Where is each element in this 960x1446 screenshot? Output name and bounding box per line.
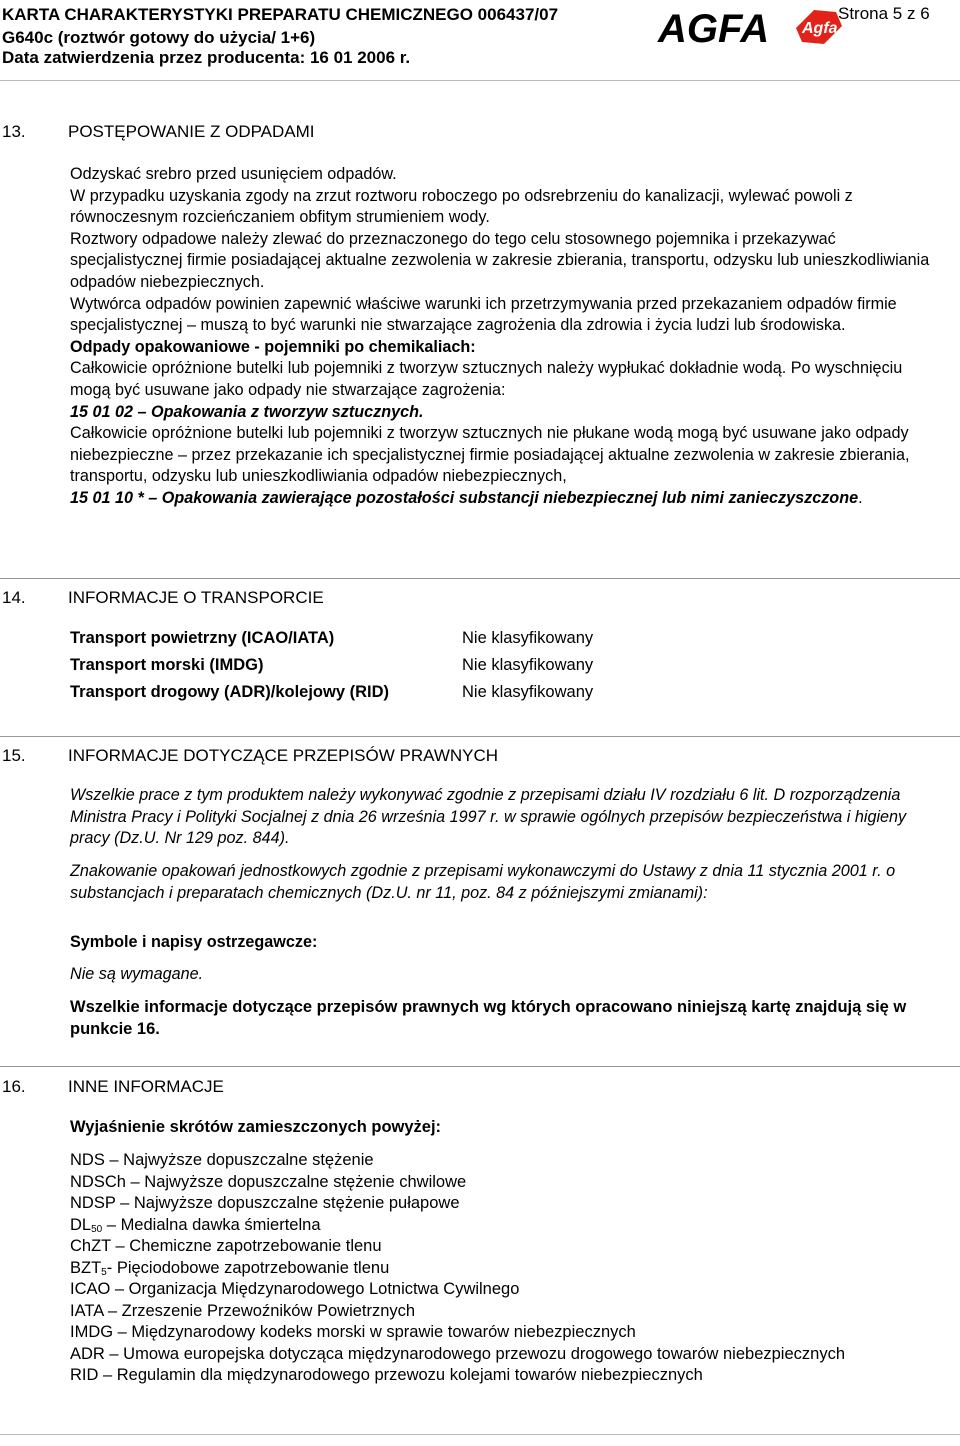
waste-code: 15 01 02 – Opakowania z tworzyw sztucznych. (70, 402, 424, 421)
paragraph: Roztwory odpadowe należy zlewać do przeznaczonego do tego celu stosownego pojemnika i przekazywać specjalistycznej firmie posiadającej aktualne zezwolenia w zakresie zbierania, transportu, odzysku lub unieszkodliwiania odpadów niebezpiecznych. (70, 229, 930, 291)
list-item: NDSCh – Najwyższe dopuszczalne stężenie chwilowe (70, 1172, 467, 1191)
transport-classification: Nie klasyfikowany (462, 629, 594, 647)
transport-mode: Transport powietrzny (ICAO/IATA) (70, 629, 335, 647)
regulation-summary: Wszelkie informacje dotyczące przepisów prawnych wg których opracowano niniejszą kartę znajdują się w punkcie 16. (70, 998, 907, 1038)
footer-divider (0, 1434, 960, 1435)
paragraph: Całkowicie opróżnione butelki lub pojemniki z tworzyw sztucznych należy wypłukać dokładnie wodą. Po wyschnięciu mogą być usuwane jako odpady nie stwarzające zagrożenia: (70, 359, 903, 399)
section-number: 13. (2, 122, 26, 141)
section-16-heading (2, 1077, 224, 1097)
abbreviations-heading: Wyjaśnienie skrótów zamieszczonych powyżej: (70, 1118, 442, 1136)
list-item: NDS – Najwyższe dopuszczalne stężenie (70, 1151, 374, 1169)
section-13-heading (2, 122, 315, 142)
waste-code: 15 01 10 * – Opakowania zawierające pozostałości substancji niebezpiecznej lub nimi zanieczyszczone (70, 488, 859, 507)
product-name: G640c (roztwór gotowy do użycia/ 1+6) (2, 28, 316, 47)
section-15-heading (2, 746, 498, 766)
abbr-definition: – Medialna dawka śmiertelna (102, 1215, 321, 1234)
list-item: RID – Regulamin dla międzynarodowego przewozu kolejami towarów niebezpiecznych (70, 1366, 703, 1384)
abbr-term: DL (70, 1215, 92, 1234)
section-divider (0, 1066, 960, 1067)
paragraph: Wytwórca odpadów powinien zapewnić właściwe warunki ich przetrzymywania przed przekazaniem odpadów firmie specjalistycznej – muszą to być warunki nie stwarzające zagrożenia dla zdrowia i życia ludzi lub środowiska. (70, 294, 897, 335)
section-number: 14. (2, 588, 26, 607)
abbr-term: BZT (70, 1258, 102, 1277)
list-item: ADR – Umowa europejska dotycząca międzynarodowego przewozu drogowego towarów niebezpiecznych (70, 1344, 845, 1363)
section-title: POSTĘPOWANIE Z ODPADAMI (68, 122, 315, 141)
page-header (0, 0, 960, 80)
list-item: ICAO – Organizacja Międzynarodowego Lotnictwa Cywilnego (70, 1280, 520, 1298)
waste-code-paragraph (70, 488, 942, 510)
agfa-logo (656, 4, 846, 48)
logo-wordmark: AGFA (658, 7, 770, 48)
abbreviations-list (70, 1150, 930, 1387)
section-title: INNE INFORMACJE (68, 1077, 224, 1096)
page-number: Strona 5 z 6 (838, 4, 930, 23)
section-title: INFORMACJE O TRANSPORCIE (68, 588, 324, 607)
regulation-paragraph: Wszelkie prace z tym produktem należy wykonywać zgodnie z przepisami działu IV rozdziału 6 lit. D rozporządzenia Ministra Pracy i Polityki Socjalnej z dnia 26 września 1997 r. w sprawie ogólnych przepisów bezpieczeństwa i higieny pracy (Dz.U. Nr 129 poz. 844). (70, 786, 907, 848)
transport-classification: Nie klasyfikowany (462, 656, 594, 674)
warning-symbols-value: Nie są wymagane. (70, 965, 204, 983)
list-item: NDSP – Najwyższe dopuszczalne stężenie pułapowe (70, 1194, 460, 1212)
list-item: ChZT – Chemiczne zapotrzebowanie tlenu (70, 1237, 382, 1255)
document-title: KARTA CHARAKTERYSTYKI PREPARATU CHEMICZNEGO 006437/07 (2, 5, 559, 24)
labelling-paragraph: Znakowanie opakowań jednostkowych zgodnie z przepisami wykonawczymi do Ustawy z dnia 11 stycznia 2001 r. o substancjach i preparatach chemicznych (Dz.U. nr 11, poz. 84 z późniejszymi zmianami): (70, 862, 896, 902)
punctuation: . (858, 488, 863, 507)
logo-badge (796, 10, 842, 44)
abbr-subscript: 50 (91, 1223, 103, 1235)
transport-row (70, 628, 593, 648)
section-title: INFORMACJE DOTYCZĄCE PRZEPISÓW PRAWNYCH (68, 746, 499, 765)
subheading: Odpady opakowaniowe - pojemniki po chemikaliach: (70, 337, 476, 356)
transport-mode: Transport morski (IMDG) (70, 656, 264, 674)
transport-classification: Nie klasyfikowany (462, 683, 594, 701)
list-item: IMDG – Międzynarodowy kodeks morski w sprawie towarów niebezpiecznych (70, 1323, 636, 1341)
paragraph: W przypadku uzyskania zgody na zrzut roztworu roboczego po odsrebrzeniu do kanalizacji, wylewać powoli z równoczesnym rozcieńczaniem obfitym strumieniem wody. (70, 186, 853, 227)
transport-mode: Transport drogowy (ADR)/kolejowy (RID) (70, 683, 390, 701)
transport-row (70, 682, 593, 702)
section-number: 16. (2, 1077, 26, 1096)
abbr-definition: - Pięciodobowe zapotrzebowanie tlenu (106, 1258, 390, 1277)
list-item: IATA – Zrzeszenie Przewoźników Powietrznych (70, 1301, 416, 1320)
approval-date: Data zatwierdzenia przez producenta: 16 01 2006 r. (2, 48, 411, 67)
section-divider (0, 736, 960, 737)
header-divider (0, 80, 960, 81)
section-14-heading (2, 588, 324, 608)
list-item (70, 1215, 930, 1237)
paragraph: Odzyskać srebro przed usunięciem odpadów. (70, 165, 397, 183)
transport-row (70, 655, 593, 675)
paragraph: Całkowicie opróżnione butelki lub pojemniki z tworzyw sztucznych nie płukane wodą mogą być usuwane jako odpady niebezpieczne – przez przekazanie ich specjalistycznej firmie posiadającej aktualne zezwolenia w zakresie zbierania, transportu, odzysku lub unieszkodliwiania odpadów niebezpiecznych, (70, 424, 910, 486)
logo-badge-text: Agfa (802, 20, 838, 37)
warning-symbols-label: Symbole i napisy ostrzegawcze: (70, 933, 318, 951)
abbr-subscript: 5 (101, 1266, 107, 1278)
section-number: 15. (2, 746, 26, 765)
section-13-body (70, 164, 942, 510)
section-divider (0, 578, 960, 579)
list-item (70, 1258, 930, 1280)
